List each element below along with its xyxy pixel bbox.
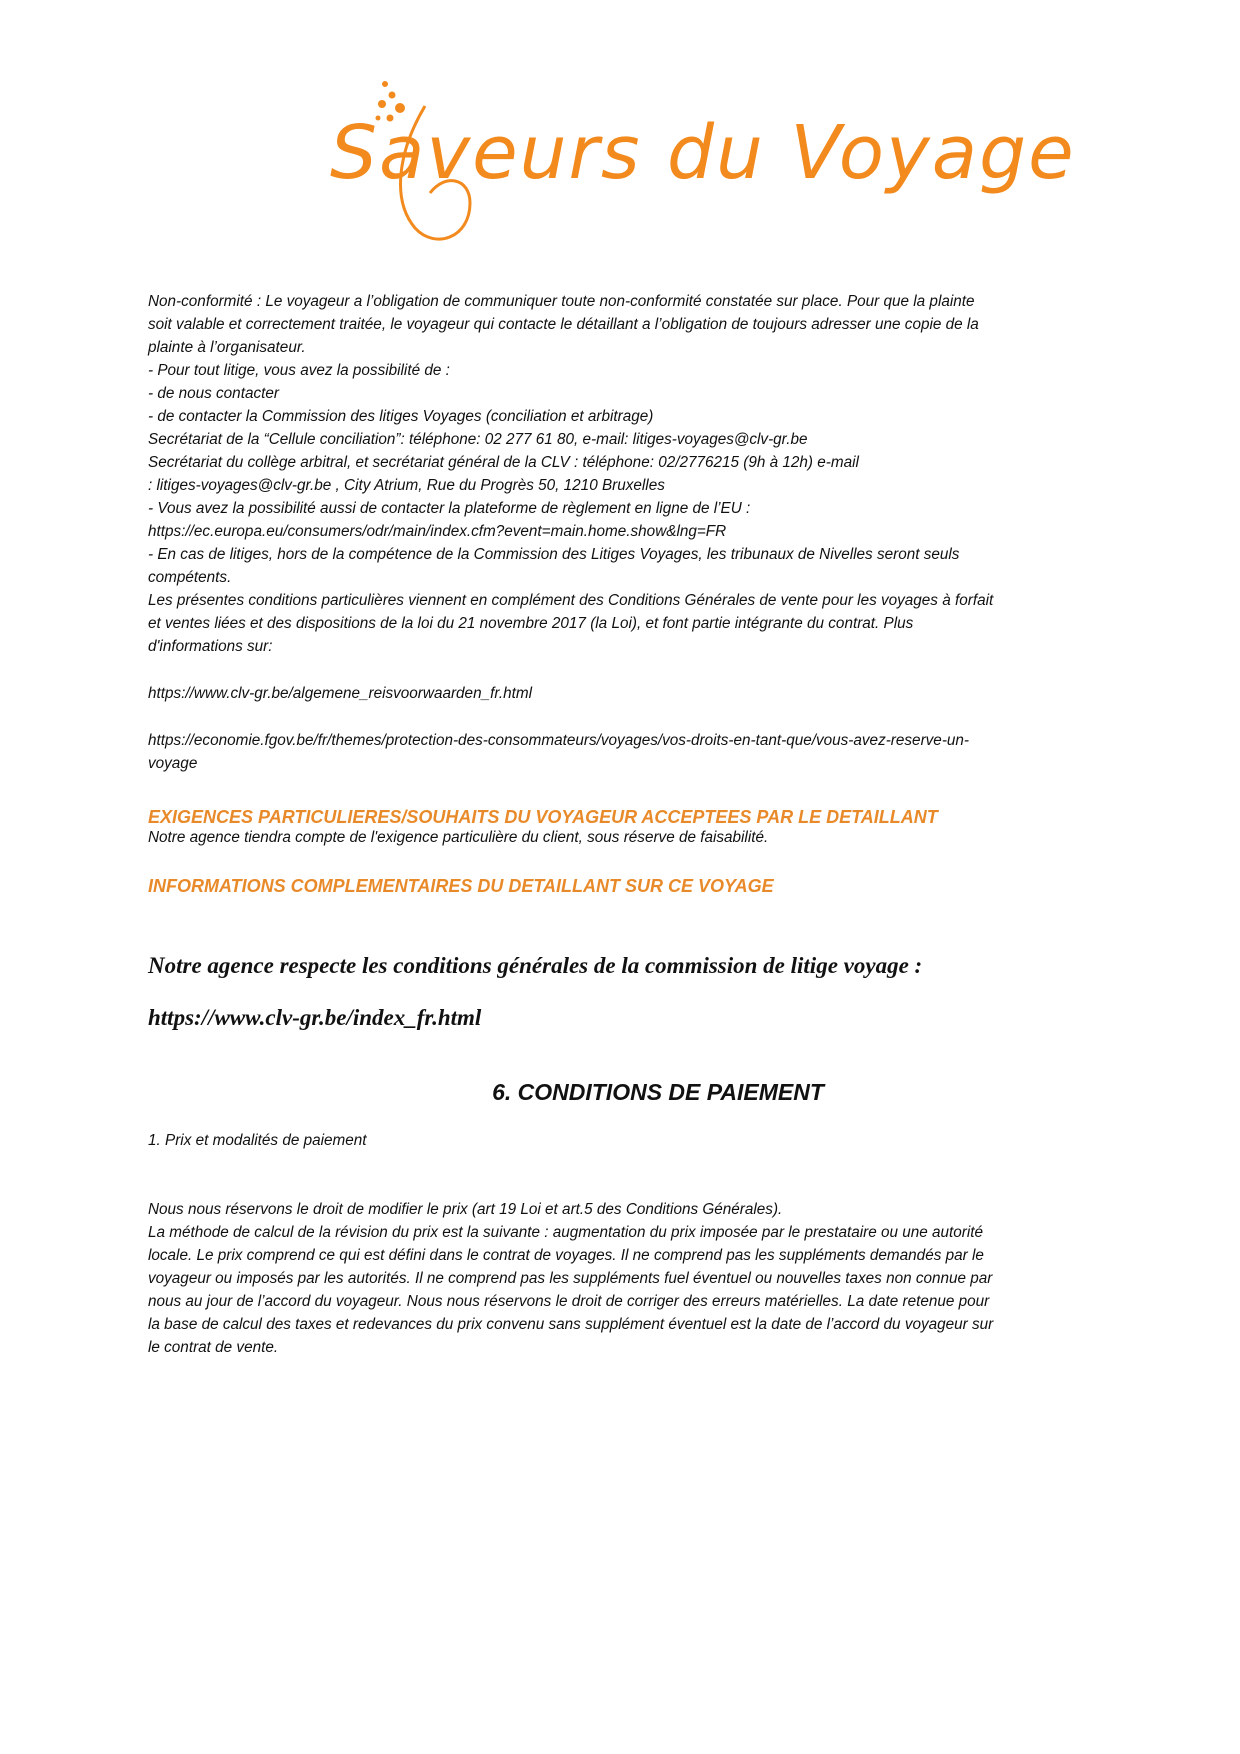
economie-link-line-2[interactable]: voyage <box>148 755 198 772</box>
subsection-title: 1. Prix et modalités de paiement <box>148 1132 367 1149</box>
document-body <box>148 290 1098 1359</box>
text-line: - de contacter la Commission des litiges Voyages (conciliation et arbitrage) <box>148 408 654 425</box>
economie-link-line-1[interactable]: https://economie.fgov.be/fr/themes/protection-des-consommateurs/voyages/vos-droits-en-tant-que/vous-avez-reserve-un- <box>148 732 970 749</box>
text-line: https://ec.europa.eu/consumers/odr/main/index.cfm?event=main.home.show&lng=FR <box>148 523 727 540</box>
text-line: : litiges-voyages@clv-gr.be , City Atrium, Rue du Progrès 50, 1210 Bruxelles <box>148 477 665 494</box>
text-line: - En cas de litiges, hors de la compétence de la Commission des Litiges Voyages, les tribunaux de Nivelles seront seuls <box>148 546 960 563</box>
text-line: Nous nous réservons le droit de modifier le prix (art 19 Loi et art.5 des Conditions Générales). <box>148 1201 783 1218</box>
text-line: la base de calcul des taxes et redevances du prix convenu sans supplément éventuel est la date de l’accord du voyageur sur <box>148 1316 994 1333</box>
text-line: - de nous contacter <box>148 385 279 402</box>
text-line: Les présentes conditions particulières viennent en complément des Conditions Générales de vente pour les voyages à forfait <box>148 592 994 609</box>
clv-index-link[interactable]: https://www.clv-gr.be/index_fr.html <box>148 1005 482 1030</box>
logo-graphic <box>330 78 1076 263</box>
agency-statement: Notre agence respecte les conditions générales de la commission de litige voyage : <box>148 953 923 978</box>
text-line: soit valable et correctement traitée, le voyageur qui contacte le détaillant a l’obligation de toujours adresser une copie de la <box>148 316 979 333</box>
payment-block <box>148 1198 1098 1359</box>
text-line: voyageur ou imposés par les autorités. Il ne comprend pas les suppléments fuel éventuel ou nouvelles taxes non connue par <box>148 1270 993 1287</box>
text-line: Secrétariat de la “Cellule conciliation”: téléphone: 02 277 61 80, e-mail: litiges-voyages@clv-gr.be <box>148 431 808 448</box>
text-line: nous au jour de l’accord du voyageur. Nous nous réservons le droit de corriger des erreurs matérielles. La date retenue pour <box>148 1293 990 1310</box>
text-line: Non-conformité : Le voyageur a l’obligation de communiquer toute non-conformité constatée sur place. Pour que la plainte <box>148 293 975 310</box>
text-line: - Vous avez la possibilité aussi de contacter la plateforme de règlement en ligne de l’EU : <box>148 500 751 517</box>
text-line: et ventes liées et des dispositions de la loi du 21 novembre 2017 (la Loi), et font partie intégrante du contrat. Plus <box>148 615 914 632</box>
text-line: d'informations sur: <box>148 638 273 655</box>
text-line: plainte à l’organisateur. <box>148 339 306 356</box>
text-line: La méthode de calcul de la révision du prix est la suivante : augmentation du prix imposée par le prestataire ou une autorité <box>148 1224 984 1241</box>
text-line: locale. Le prix comprend ce qui est défini dans le contrat de voyages. Il ne comprend pas les suppléments demandés par le <box>148 1247 984 1264</box>
text-line: - Pour tout litige, vous avez la possibilité de : <box>148 362 450 379</box>
section-title: 6. CONDITIONS DE PAIEMENT <box>492 1079 824 1105</box>
text-line: Secrétariat du collège arbitral, et secrétariat général de la CLV : téléphone: 02/2776215 (9h à 12h) e-mail <box>148 454 859 471</box>
info-heading: INFORMATIONS COMPLEMENTAIRES DU DETAILLANT SUR CE VOYAGE <box>148 876 774 896</box>
conformity-block <box>148 290 1098 658</box>
requirements-text: Notre agence tiendra compte de l'exigence particulière du client, sous réserve de faisabilité. <box>148 829 769 846</box>
requirements-heading: EXIGENCES PARTICULIERES/SOUHAITS DU VOYAGEUR ACCEPTEES PAR LE DETAILLANT <box>148 807 938 827</box>
brand-logo <box>330 78 1076 263</box>
text-line: le contrat de vente. <box>148 1339 279 1356</box>
logo-wordmark: Saveurs du Voyage <box>330 110 1076 196</box>
text-line: compétents. <box>148 569 232 586</box>
clv-conditions-link[interactable]: https://www.clv-gr.be/algemene_reisvoorwaarden_fr.html <box>148 685 533 702</box>
